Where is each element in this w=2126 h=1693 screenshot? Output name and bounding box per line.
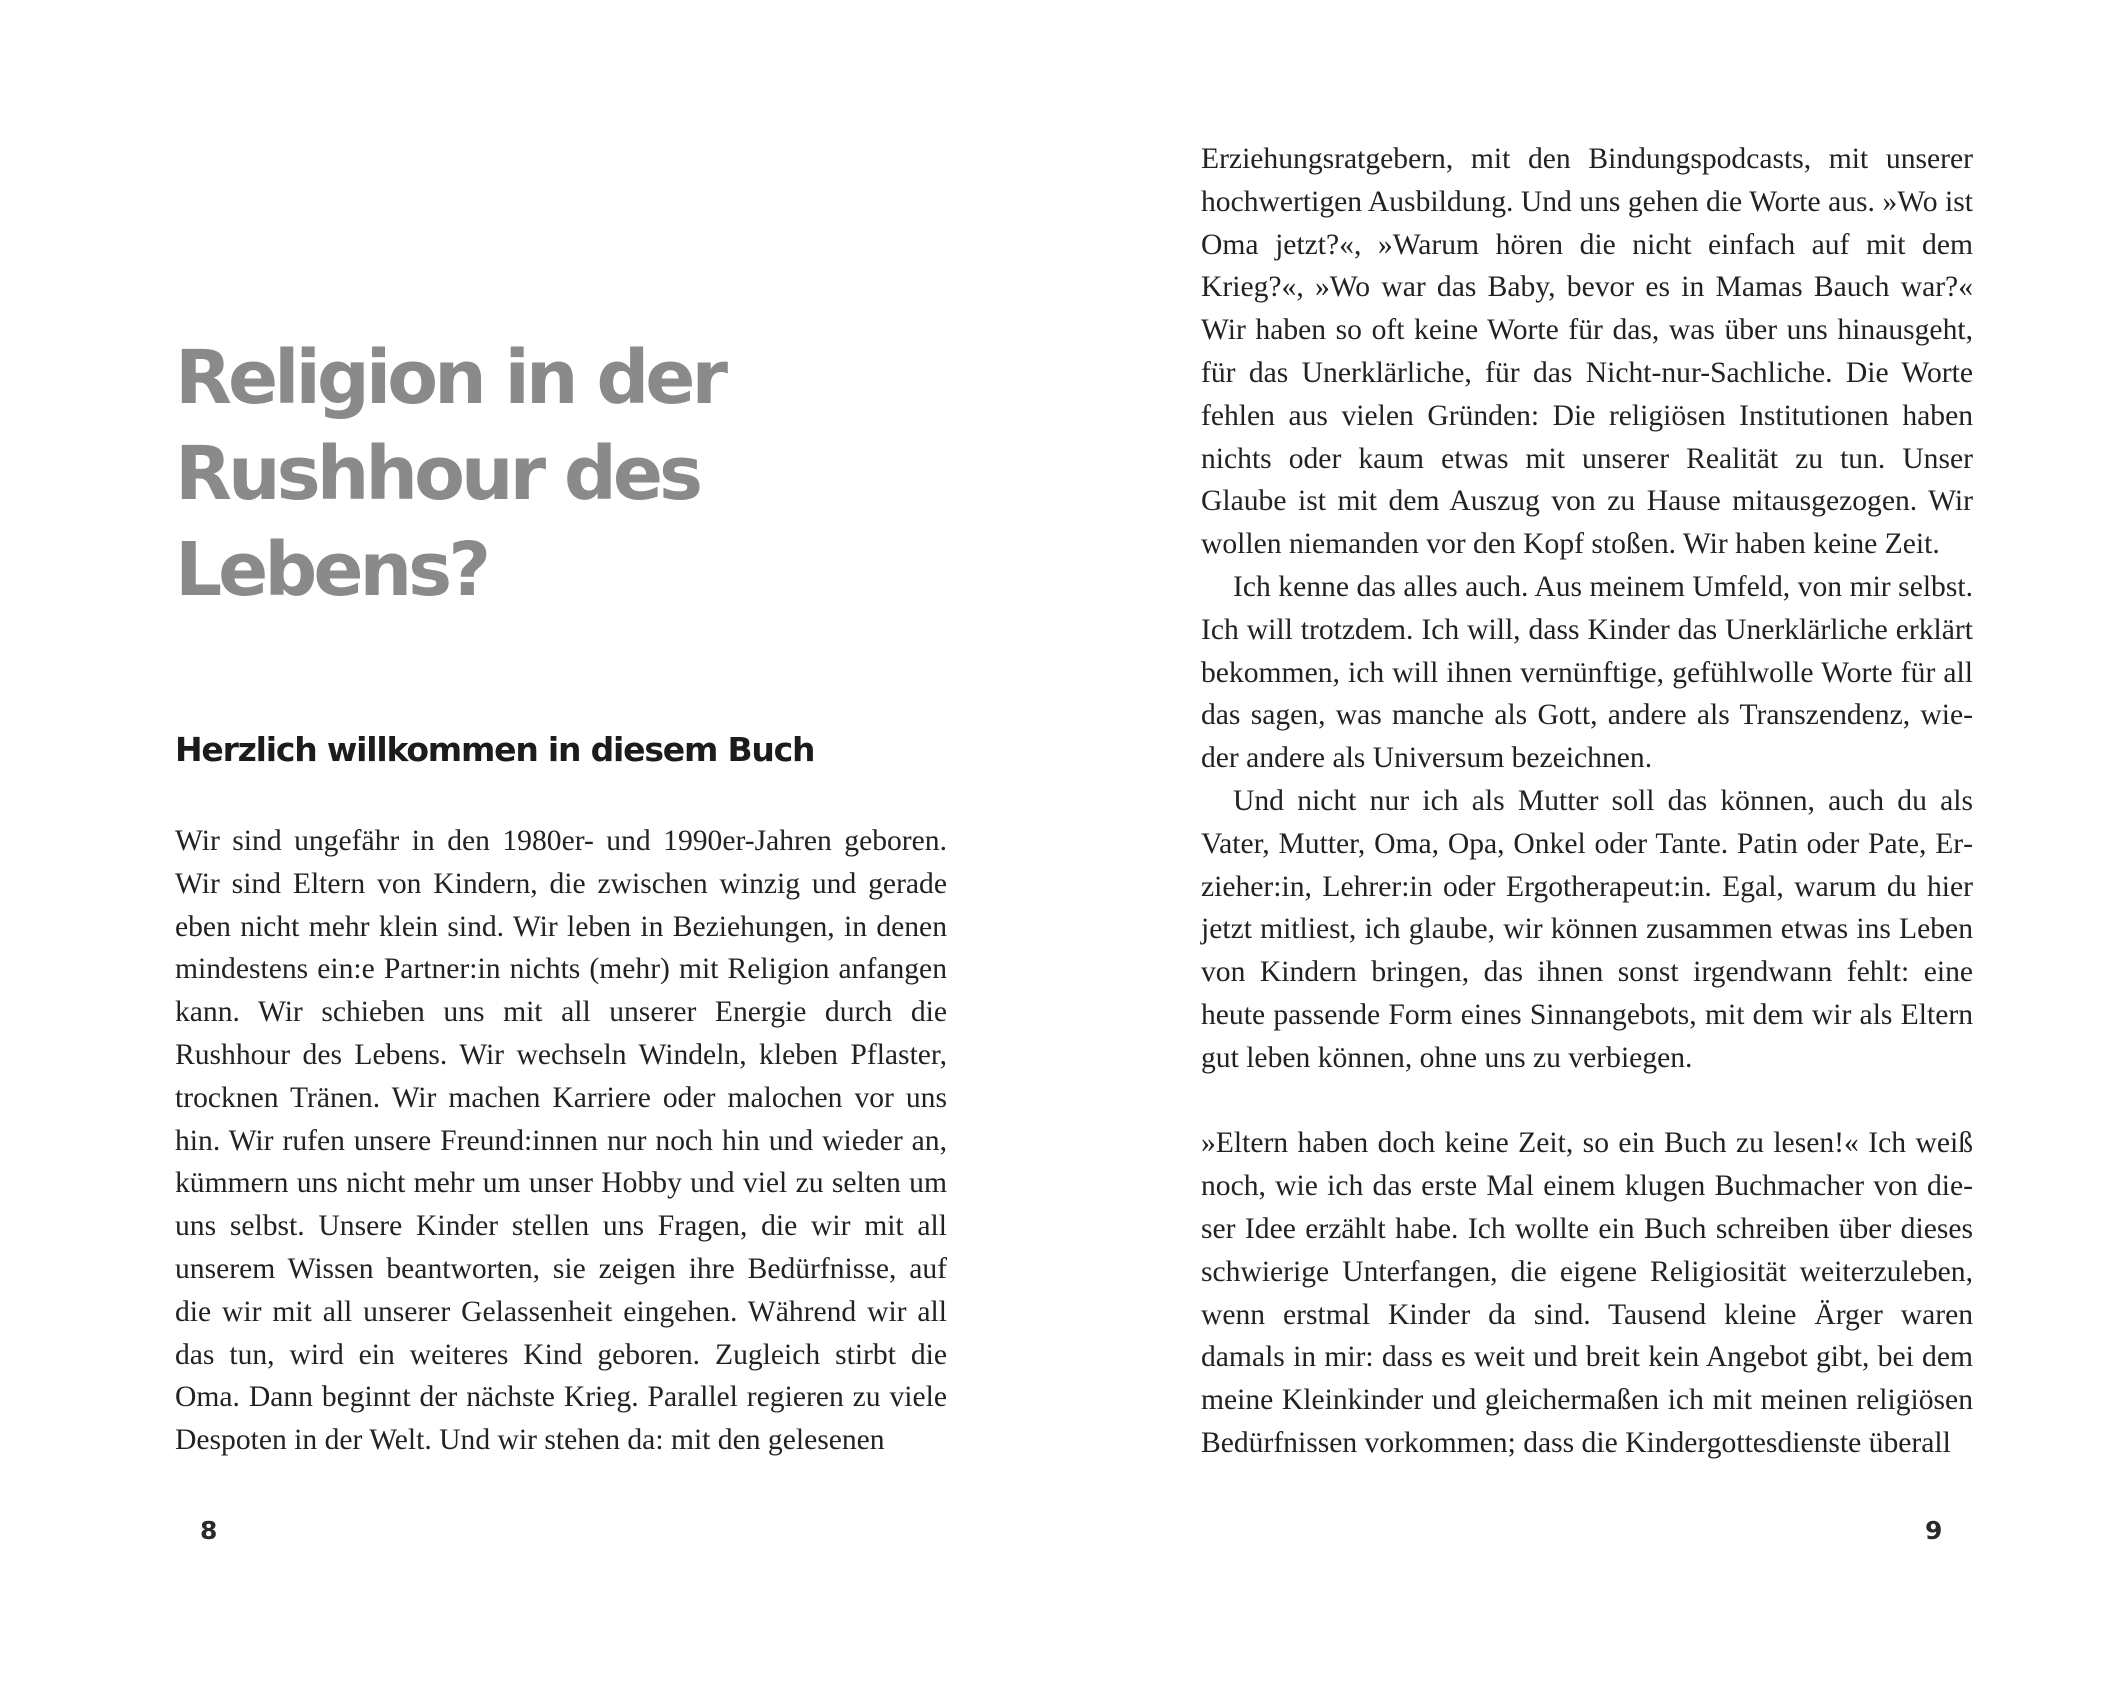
page-number-right: 9 [1925,1516,1943,1545]
chapter-title [175,330,875,618]
body-paragraph: Ich kenne das alles auch. Aus meinem Umfeld, von mir selbst. Ich will trotzdem. Ich will, dass Kinder das Unerklärliche erklärt bekommen, ich will ihnen vernünftige, gefühlwolle Worte für all das sagen, was manche als Gott, andere als Transzendenz, wieder andere als Universum bezeichnen. [1201,570,1973,775]
chapter-title-line: Religion in der [175,335,724,421]
left-body-text [175,820,947,1462]
section-subtitle: Herzlich willkommen in diesem Buch [175,730,815,769]
right-body-text [1201,138,1973,1465]
page-number-left: 8 [200,1516,218,1545]
body-paragraph: »Eltern haben doch keine Zeit, so ein Buch zu lesen!« Ich weiß noch, wie ich das erste Mal einem klugen Buchmacher von dieser Idee erzählt habe. Ich wollte ein Buch schreiben über dieses schwierige Unterfangen, die eigene Religiosität weiterzuleben, wenn erstmal Kinder da sind. Tausend kleine Ärger waren damals in mir: dass es weit und breit kein Angebot gibt, bei dem meine Kleinkinder und gleichermaßen ich mit meinen religiösen Bedürfnissen vorkommen; dass die Kindergottesdienste überall [1201,1127,1973,1459]
chapter-title-line: Rushhour des [175,431,700,517]
body-paragraph: Und nicht nur ich als Mutter soll das können, auch du als Vater, Mutter, Oma, Opa, Onkel oder Tante. Patin oder Pate, Erzieher:in, Lehrer:in oder Ergotherapeut:in. Egal, warum du hier jetzt mitliest, ich glaube, wir können zusammen etwas ins Leben von Kindern bringen, das ihnen sonst irgendwann fehlt: eine heute passende Form eines Sinnangebots, mit dem wir als Eltern gut leben können, ohne uns zu verbiegen. [1201,784,1973,1074]
right-page [1063,0,2126,1693]
chapter-title-line: Lebens? [175,527,488,613]
body-paragraph: Wir sind ungefähr in den 1980er- und 1990er-Jahren geboren. Wir sind Eltern von Kindern, die zwischen winzig und gerade eben nicht mehr klein sind. Wir leben in Beziehungen, in denen mindestens ein:e Partner:in nichts (mehr) mit Religion anfangen kann. Wir schieben uns mit all unserer Energie durch die Rushhour des Lebens. Wir wechseln Windeln, kleben Pflaster, trocknen Tränen. Wir machen Karriere oder malochen vor uns hin. Wir rufen unsere Freund:innen nur noch hin und wieder an, kümmern uns nicht mehr um unser Hobby und viel zu selten um uns selbst. Unsere Kinder stellen uns Fragen, die wir mit all unserem Wissen beantworten, sie zeigen ihre Bedürfnisse, auf die wir mit all unserer Gelassenheit eingehen. Während wir all das tun, wird ein weiteres Kind geboren. Zugleich stirbt die Oma. Dann beginnt der nächste Krieg. Parallel regieren zu viele Despoten in der Welt. Und wir stehen da: mit den gelesenen [175,825,947,1457]
body-paragraph: Erziehungsratgebern, mit den Bindungspodcasts, mit unserer hochwertigen Ausbildung. Und uns gehen die Worte aus. »Wo ist Oma jetzt?«, »Warum hören die nicht einfach auf mit dem Krieg?«, »Wo war das Baby, bevor es in Mamas Bauch war?« Wir haben so oft keine Worte für das, was über uns hinausgeht, für das Unerklärliche, für das Nicht-nur-Sachliche. Die Worte fehlen aus vielen Gründen: Die religiösen Institutionen haben nichts oder kaum etwas mit unserer Realität zu tun. Unser Glaube ist mit dem Auszug von zu Hause mitausgezogen. Wir wollen niemanden vor den Kopf stoßen. Wir haben keine Zeit. [1201,143,1973,561]
